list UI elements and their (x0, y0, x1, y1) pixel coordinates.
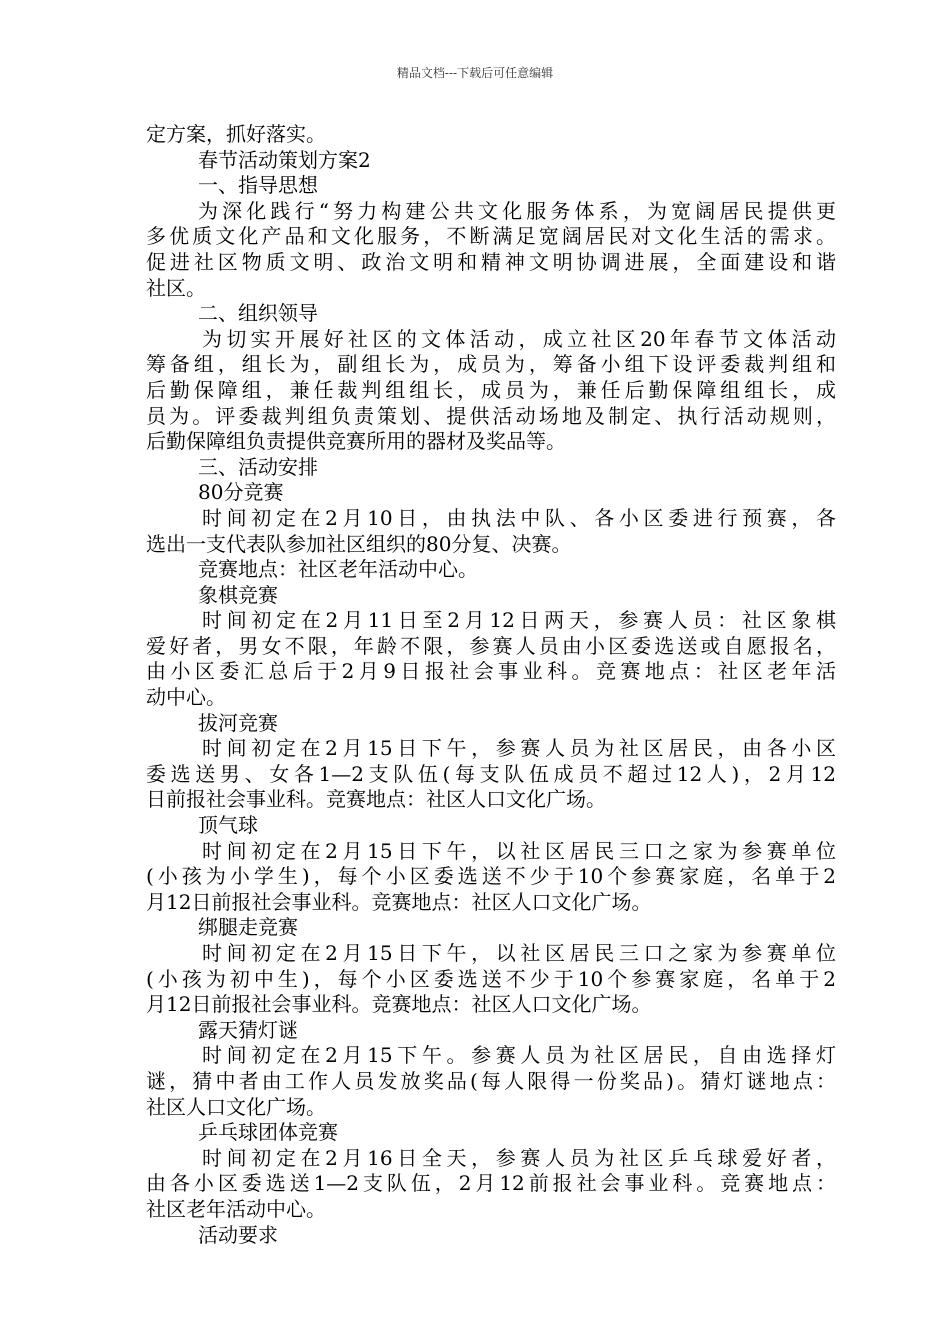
text-line: 竞赛地点：社区老年活动中心。 (198, 557, 478, 582)
text-line: 社区人口文化广场。 (146, 1094, 326, 1119)
text-line: 由小区委汇总后于2月9日报社会事业科。竞赛地点：社区老年活 (146, 659, 836, 684)
text-line: 筹备组，组长为，副组长为，成员为，筹备小组下设评委裁判组和 (146, 352, 836, 377)
text-line: 多优质文化产品和文化服务，不断满足宽阔居民对文化生活的需求。 (146, 224, 836, 249)
text-line: 拔河竞赛 (198, 710, 278, 735)
text-line: 时间初定在2月15下午。参赛人员为社区居民，自由选择灯 (202, 1043, 836, 1068)
text-line: 日前报社会事业科。竞赛地点：社区人口文化广场。 (146, 787, 606, 812)
text-line: 社区老年活动中心。 (146, 1196, 326, 1221)
text-line: (小孩为小学生)，每个小区委选送不少于10个参赛家庭，名单于2 (146, 864, 836, 889)
text-line: 谜，猜中者由工作人员发放奖品(每人限得一份奖品)。猜灯谜地点： (146, 1068, 836, 1093)
text-line: 社区。 (146, 275, 206, 300)
text-line: 活动要求 (198, 1222, 278, 1247)
text-line: 动中心。 (146, 685, 226, 710)
text-line: 时间初定在2月15日下午，以社区居民三口之家为参赛单位 (202, 838, 836, 863)
text-line: 象棋竞赛 (198, 582, 278, 607)
text-line: 为深化践行“努力构建公共文化服务体系，为宽阔居民提供更 (198, 198, 836, 223)
text-line: 员为。评委裁判组负责策划、提供活动场地及制定、执行活动规则， (146, 403, 836, 428)
text-line: (小孩为初中生)，每个小区委选送不少于10个参赛家庭，名单于2 (146, 966, 836, 991)
text-line: 委选送男、女各1—2支队伍(每支队伍成员不超过12人)，2月12 (146, 761, 836, 786)
text-line: 时间初定在2月15日下午，以社区居民三口之家为参赛单位 (202, 941, 836, 965)
text-line: 时间初定在2月15日下午，参赛人员为社区居民，由各小区 (202, 736, 836, 761)
text-line: 二、组织领导 (198, 301, 318, 326)
text-line: 月12日前报社会事业科。竞赛地点：社区人口文化广场。 (146, 992, 652, 1017)
text-line: 三、活动安排 (198, 454, 318, 479)
text-line: 时间初定在2月16日全天，参赛人员为社区乒乓球爱好者， (202, 1145, 836, 1170)
text-line: 选出一支代表队参加社区组织的80分复、决赛。 (146, 531, 572, 556)
text-line: 定方案，抓好落实。 (146, 122, 326, 146)
text-line: 绑腿走竞赛 (198, 915, 298, 940)
text-line: 为切实开展好社区的文体活动，成立社区20年春节文体活动 (202, 326, 836, 351)
text-line: 时间初定在2月11日至2月12日两天，参赛人员：社区象棋 (202, 608, 836, 633)
text-line: 由各小区委选送1—2支队伍，2月12前报社会事业科。竞赛地点： (146, 1171, 836, 1196)
text-line: 促进社区物质文明、政治文明和精神文明协调进展，全面建设和谐 (146, 249, 836, 274)
text-line: 月12日前报社会事业科。竞赛地点：社区人口文化广场。 (146, 889, 652, 914)
text-line: 80分竞赛 (198, 480, 284, 505)
text-line: 后勤保障组负责提供竞赛所用的器材及奖品等。 (146, 429, 566, 454)
text-line: 一、指导思想 (198, 173, 318, 198)
text-line: 春节活动策划方案2 (198, 147, 371, 172)
text-line: 后勤保障组，兼任裁判组组长，成员为，兼任后勤保障组组长，成 (146, 377, 836, 402)
document-body (146, 122, 836, 1248)
text-line: 顶气球 (198, 813, 258, 838)
text-line: 露天猜灯谜 (198, 1017, 298, 1042)
text-line: 时间初定在2月10日，由执法中队、各小区委进行预赛，各 (202, 505, 836, 530)
text-line: 乒乓球团体竞赛 (198, 1120, 338, 1145)
text-line: 爱好者，男女不限，年龄不限，参赛人员由小区委选送或自愿报名， (146, 633, 836, 658)
page-header: 精品文档---下载后可任意编辑 (396, 66, 554, 80)
